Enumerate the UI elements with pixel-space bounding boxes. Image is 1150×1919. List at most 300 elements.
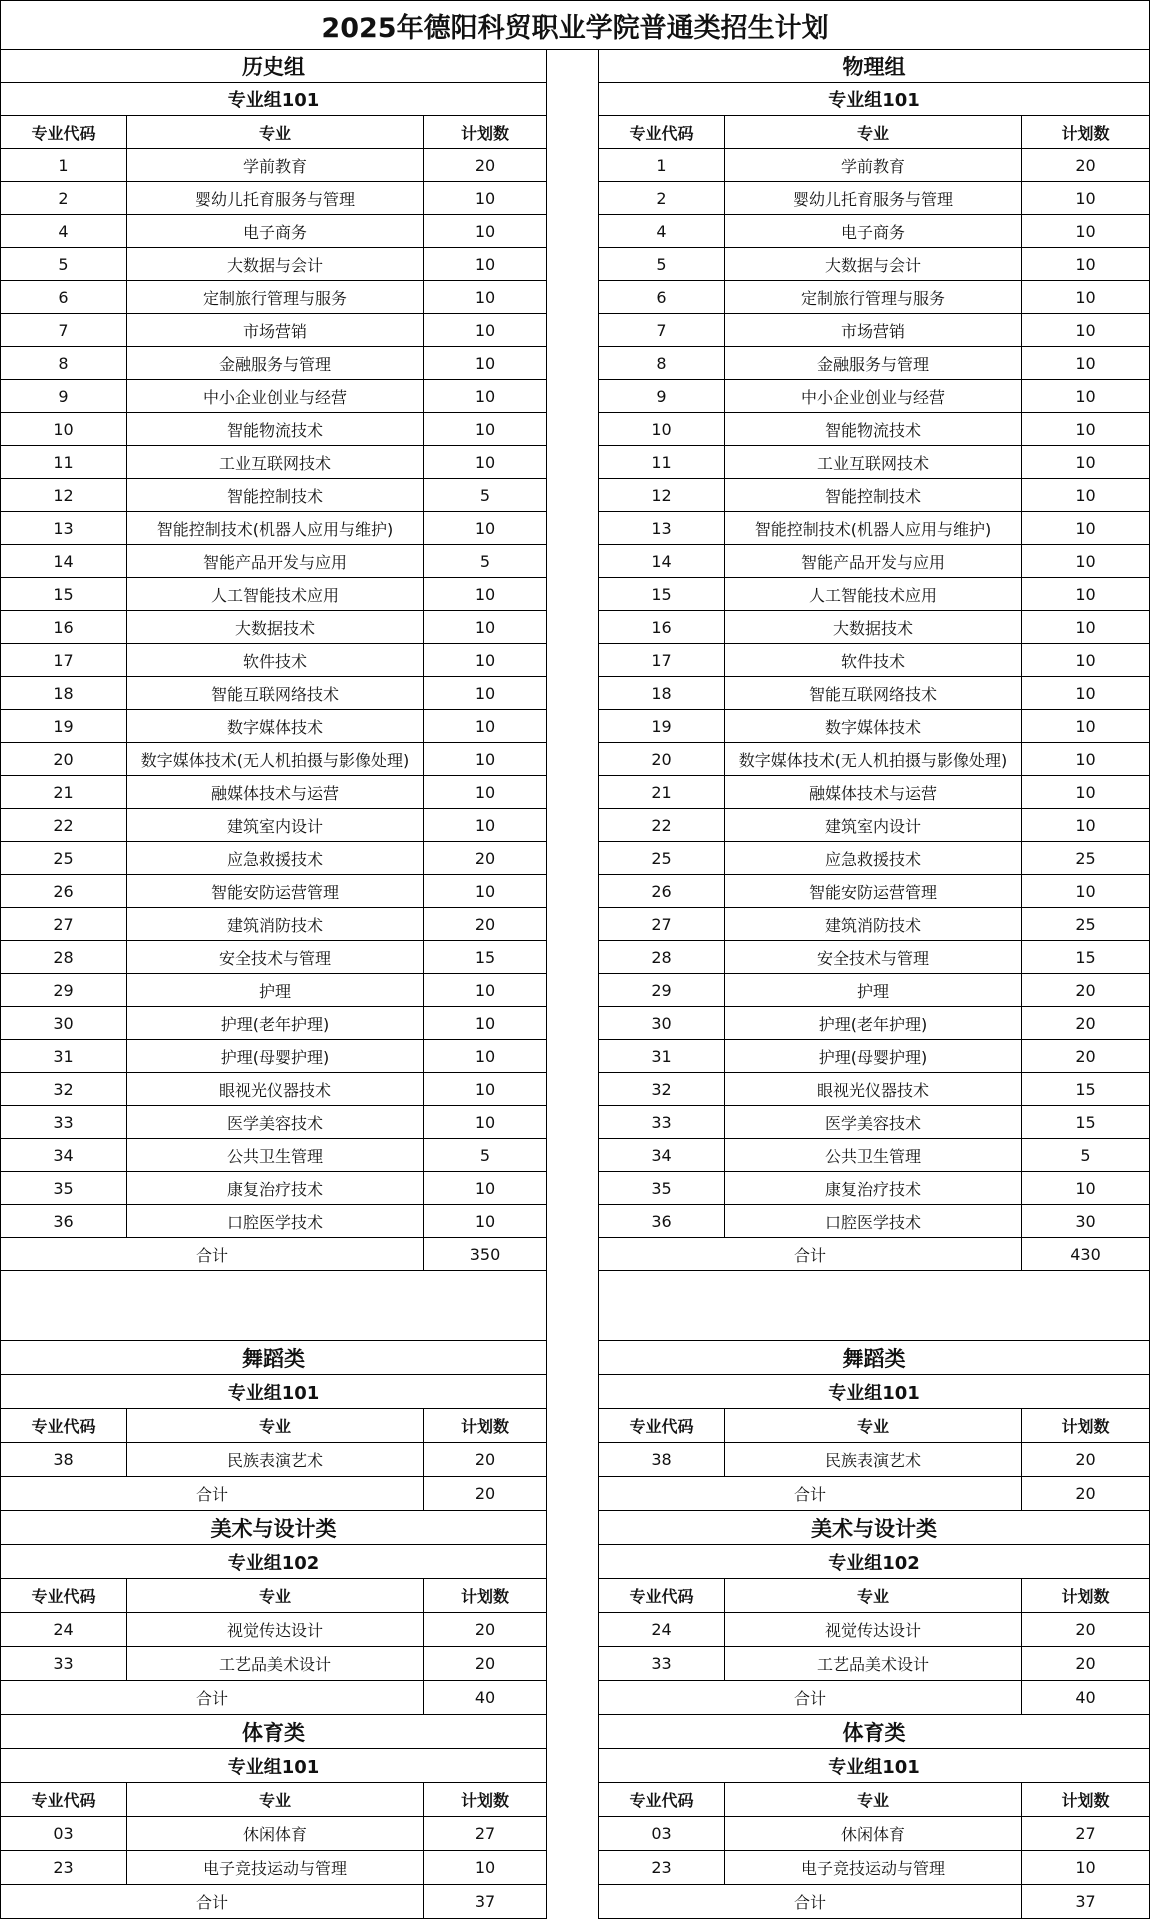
major-name: 婴幼儿托育服务与管理 (126, 182, 423, 214)
major-name: 大数据与会计 (724, 248, 1021, 280)
total-row (0, 1681, 547, 1715)
header-plan: 计划数 (423, 116, 546, 148)
table-row (598, 809, 1150, 842)
total-value: 40 (1021, 1681, 1149, 1714)
plan-count: 20 (423, 1443, 546, 1476)
major-name: 智能互联网络技术 (724, 677, 1021, 709)
section-title: 物理组 (842, 55, 906, 79)
major-name: 护理(母婴护理) (724, 1040, 1021, 1072)
major-name: 数字媒体技术 (724, 710, 1021, 742)
table-row (598, 1040, 1150, 1073)
total-label: 合计 (195, 1689, 228, 1708)
table-row (598, 1613, 1150, 1647)
table-row (0, 1007, 547, 1040)
plan-count: 10 (1021, 1851, 1149, 1884)
header-code: 专业代码 (629, 1791, 694, 1810)
major-code: 27 (53, 914, 74, 934)
table-row (0, 545, 547, 578)
header-plan: 计划数 (423, 1409, 546, 1442)
section-title-row (598, 1715, 1150, 1749)
table-header-row (0, 1409, 547, 1443)
total-label: 合计 (793, 1485, 826, 1504)
total-value: 37 (1021, 1885, 1149, 1918)
group-title: 专业组101 (227, 90, 320, 111)
total-label: 合计 (793, 1689, 826, 1708)
total-value: 37 (423, 1885, 546, 1918)
table-row (598, 1817, 1150, 1851)
table-row (598, 347, 1150, 380)
table-row (0, 1139, 547, 1172)
plan-count: 10 (1021, 1172, 1149, 1204)
major-name: 安全技术与管理 (724, 941, 1021, 973)
group-title-row (0, 1375, 547, 1409)
plan-count: 10 (423, 248, 546, 280)
major-code: 13 (651, 518, 672, 538)
major-code: 33 (651, 1654, 672, 1673)
major-code: 11 (53, 452, 74, 472)
plan-count: 10 (423, 314, 546, 346)
major-code: 23 (53, 1858, 74, 1877)
section-title: 美术与设计类 (210, 1516, 337, 1541)
plan-count: 10 (1021, 479, 1149, 511)
major-name: 建筑消防技术 (724, 908, 1021, 940)
major-code: 36 (53, 1211, 74, 1231)
major-name: 智能产品开发与应用 (126, 545, 423, 577)
physics-column (598, 50, 1150, 1919)
major-name: 眼视光仪器技术 (126, 1073, 423, 1105)
major-code: 4 (656, 221, 667, 241)
major-code: 33 (651, 1112, 672, 1132)
major-code: 34 (53, 1145, 74, 1165)
plan-count: 10 (1021, 446, 1149, 478)
table-row (598, 776, 1150, 809)
major-name: 电子商务 (126, 215, 423, 247)
major-name: 大数据与会计 (126, 248, 423, 280)
major-name: 数字媒体技术 (126, 710, 423, 742)
plan-count: 10 (423, 1040, 546, 1072)
plan-count: 10 (423, 644, 546, 676)
major-code: 7 (58, 320, 69, 340)
table-row (0, 347, 547, 380)
table-row (0, 677, 547, 710)
total-row (598, 1885, 1150, 1919)
major-code: 32 (651, 1079, 672, 1099)
major-name: 护理 (126, 974, 423, 1006)
plan-count: 10 (423, 809, 546, 841)
major-name: 市场营销 (724, 314, 1021, 346)
plan-count: 20 (1021, 1007, 1149, 1039)
table-row (598, 908, 1150, 941)
group-title: 专业组101 (828, 90, 920, 111)
major-code: 1 (58, 155, 69, 175)
major-code: 24 (53, 1620, 74, 1639)
total-row (0, 1238, 547, 1271)
major-code: 25 (53, 848, 74, 868)
major-code: 34 (651, 1145, 672, 1165)
total-value: 430 (1021, 1238, 1149, 1270)
table-row (0, 578, 547, 611)
major-name: 护理(老年护理) (724, 1007, 1021, 1039)
plan-count: 20 (1021, 149, 1149, 181)
major-name: 智能物流技术 (724, 413, 1021, 445)
header-code: 专业代码 (31, 1417, 96, 1436)
major-code: 21 (651, 782, 672, 802)
major-name: 建筑室内设计 (126, 809, 423, 841)
blank-spacer (0, 1271, 547, 1341)
table-row (0, 1040, 547, 1073)
major-name: 人工智能技术应用 (724, 578, 1021, 610)
table-row (0, 380, 547, 413)
major-name: 休闲体育 (126, 1817, 423, 1850)
major-name: 工艺品美术设计 (126, 1647, 423, 1680)
table-row (0, 1205, 547, 1238)
major-code: 15 (651, 584, 672, 604)
table-row (0, 644, 547, 677)
total-value: 40 (423, 1681, 546, 1714)
major-name: 建筑室内设计 (724, 809, 1021, 841)
major-name: 市场营销 (126, 314, 423, 346)
section-title: 舞蹈类 (242, 1346, 305, 1371)
total-row (598, 1238, 1150, 1271)
header-major: 专业 (724, 1579, 1021, 1612)
total-label: 合计 (793, 1245, 826, 1265)
plan-count: 10 (423, 743, 546, 775)
header-plan: 计划数 (1021, 1783, 1149, 1816)
major-name: 视觉传达设计 (724, 1613, 1021, 1646)
table-row (0, 512, 547, 545)
major-code: 13 (53, 518, 74, 538)
section-title-row (0, 1341, 547, 1375)
major-code: 15 (53, 584, 74, 604)
group-title: 专业组101 (828, 1756, 920, 1778)
major-name: 民族表演艺术 (724, 1443, 1021, 1476)
table-row (598, 710, 1150, 743)
header-code: 专业代码 (31, 1791, 96, 1810)
header-major: 专业 (126, 1579, 423, 1612)
major-code: 23 (651, 1858, 672, 1877)
table-row (0, 149, 547, 182)
table-row (598, 1073, 1150, 1106)
table-row (598, 1205, 1150, 1238)
plan-count: 10 (1021, 314, 1149, 346)
major-name: 软件技术 (126, 644, 423, 676)
plan-count: 10 (1021, 545, 1149, 577)
major-code: 29 (651, 980, 672, 1000)
table-row (598, 479, 1150, 512)
table-row (598, 1443, 1150, 1477)
header-major: 专业 (724, 1409, 1021, 1442)
section-title: 体育类 (242, 1720, 305, 1745)
plan-count: 10 (1021, 281, 1149, 313)
table-row (0, 908, 547, 941)
major-name: 口腔医学技术 (724, 1205, 1021, 1237)
group-title: 专业组101 (227, 1756, 320, 1778)
blank-spacer (598, 1271, 1150, 1341)
major-name: 智能产品开发与应用 (724, 545, 1021, 577)
table-row (598, 545, 1150, 578)
plan-count: 10 (1021, 413, 1149, 445)
major-code: 27 (651, 914, 672, 934)
major-name: 电子竞技运动与管理 (724, 1851, 1021, 1884)
plan-count: 20 (423, 149, 546, 181)
major-code: 10 (53, 419, 74, 439)
major-name: 软件技术 (724, 644, 1021, 676)
major-name: 定制旅行管理与服务 (724, 281, 1021, 313)
header-major: 专业 (126, 116, 423, 148)
header-plan: 计划数 (1021, 116, 1149, 148)
major-code: 7 (656, 320, 667, 340)
plan-count: 10 (423, 1205, 546, 1237)
major-name: 智能控制技术(机器人应用与维护) (126, 512, 423, 544)
major-code: 32 (53, 1079, 74, 1099)
major-code: 33 (53, 1654, 74, 1673)
plan-count: 15 (1021, 1073, 1149, 1105)
table-row (0, 281, 547, 314)
plan-count: 10 (1021, 809, 1149, 841)
table-row (0, 413, 547, 446)
table-row (0, 941, 547, 974)
plan-count: 10 (423, 578, 546, 610)
major-name: 金融服务与管理 (724, 347, 1021, 379)
major-name: 护理(老年护理) (126, 1007, 423, 1039)
major-code: 28 (53, 947, 74, 967)
major-name: 康复治疗技术 (724, 1172, 1021, 1204)
section-title: 舞蹈类 (842, 1346, 906, 1371)
major-name: 建筑消防技术 (126, 908, 423, 940)
section-title: 美术与设计类 (811, 1516, 937, 1541)
plan-count: 10 (423, 413, 546, 445)
major-name: 智能控制技术 (724, 479, 1021, 511)
table-row (598, 1139, 1150, 1172)
major-code: 16 (53, 617, 74, 637)
major-name: 智能安防运营管理 (126, 875, 423, 907)
major-name: 工业互联网技术 (724, 446, 1021, 478)
section-title-row (0, 50, 547, 83)
major-code: 30 (53, 1013, 74, 1033)
major-name: 护理 (724, 974, 1021, 1006)
major-name: 大数据技术 (126, 611, 423, 643)
table-header-row (0, 116, 547, 149)
group-title-row (598, 83, 1150, 116)
group-title-row (0, 83, 547, 116)
header-code: 专业代码 (629, 1417, 694, 1436)
header-plan: 计划数 (1021, 1409, 1149, 1442)
plan-count: 10 (423, 182, 546, 214)
table-header-row (598, 1783, 1150, 1817)
table-row (0, 446, 547, 479)
table-row (598, 1851, 1150, 1885)
table-row (0, 1817, 547, 1851)
table-row (598, 578, 1150, 611)
major-code: 38 (651, 1450, 672, 1469)
table-row (598, 1647, 1150, 1681)
major-name: 学前教育 (724, 149, 1021, 181)
plan-count: 10 (423, 1851, 546, 1884)
major-code: 03 (651, 1824, 672, 1843)
total-label: 合计 (195, 1893, 228, 1912)
major-code: 10 (651, 419, 672, 439)
table-row (0, 776, 547, 809)
major-code: 6 (58, 287, 69, 307)
total-label: 合计 (793, 1893, 826, 1912)
plan-count: 10 (1021, 347, 1149, 379)
major-name: 工艺品美术设计 (724, 1647, 1021, 1680)
header-code: 专业代码 (31, 123, 96, 143)
section-title-row (0, 1511, 547, 1545)
total-label: 合计 (195, 1485, 228, 1504)
total-value: 20 (1021, 1477, 1149, 1510)
table-row (0, 1073, 547, 1106)
total-row (598, 1681, 1150, 1715)
table-row (598, 1172, 1150, 1205)
major-code: 36 (651, 1211, 672, 1231)
major-code: 19 (53, 716, 74, 736)
table-row (0, 1106, 547, 1139)
group-title: 专业组101 (227, 1382, 320, 1404)
major-name: 医学美容技术 (126, 1106, 423, 1138)
group-title: 专业组101 (828, 1382, 920, 1404)
header-plan: 计划数 (423, 1579, 546, 1612)
table-header-row (598, 116, 1150, 149)
major-code: 5 (58, 254, 69, 274)
table-row (0, 710, 547, 743)
total-row (598, 1477, 1150, 1511)
table-header-row (598, 1579, 1150, 1613)
major-code: 33 (53, 1112, 74, 1132)
major-name: 中小企业创业与经营 (724, 380, 1021, 412)
major-name: 融媒体技术与运营 (126, 776, 423, 808)
major-code: 20 (53, 749, 74, 769)
major-name: 大数据技术 (724, 611, 1021, 643)
major-code: 2 (656, 188, 667, 208)
group-title-row (0, 1545, 547, 1579)
major-name: 定制旅行管理与服务 (126, 281, 423, 313)
table-row (0, 314, 547, 347)
major-code: 6 (656, 287, 667, 307)
plan-count: 20 (1021, 1647, 1149, 1680)
table-row (598, 512, 1150, 545)
plan-count: 25 (1021, 842, 1149, 874)
plan-count: 10 (423, 710, 546, 742)
major-code: 12 (651, 485, 672, 505)
section-title-row (598, 1341, 1150, 1375)
table-row (0, 1647, 547, 1681)
page-title: 2025年德阳科贸职业学院普通类招生计划 (0, 0, 1150, 50)
plan-count: 10 (1021, 182, 1149, 214)
major-name: 数字媒体技术(无人机拍摄与影像处理) (724, 743, 1021, 775)
header-plan: 计划数 (1021, 1579, 1149, 1612)
table-row (598, 281, 1150, 314)
major-code: 2 (58, 188, 69, 208)
major-name: 安全技术与管理 (126, 941, 423, 973)
table-row (598, 941, 1150, 974)
table-row (0, 479, 547, 512)
header-major: 专业 (724, 116, 1021, 148)
table-header-row (0, 1579, 547, 1613)
plan-count: 5 (423, 479, 546, 511)
plan-count: 10 (423, 446, 546, 478)
major-code: 25 (651, 848, 672, 868)
major-code: 21 (53, 782, 74, 802)
total-row (0, 1477, 547, 1511)
major-code: 03 (53, 1824, 74, 1843)
major-name: 医学美容技术 (724, 1106, 1021, 1138)
major-name: 休闲体育 (724, 1817, 1021, 1850)
major-name: 中小企业创业与经营 (126, 380, 423, 412)
section-title-row (598, 50, 1150, 83)
major-name: 数字媒体技术(无人机拍摄与影像处理) (126, 743, 423, 775)
header-code: 专业代码 (31, 1587, 96, 1606)
major-name: 护理(母婴护理) (126, 1040, 423, 1072)
group-title-row (598, 1749, 1150, 1783)
major-name: 视觉传达设计 (126, 1613, 423, 1646)
major-code: 19 (651, 716, 672, 736)
major-code: 1 (656, 155, 667, 175)
plan-count: 5 (423, 545, 546, 577)
major-code: 4 (58, 221, 69, 241)
major-code: 22 (651, 815, 672, 835)
plan-count: 10 (1021, 215, 1149, 247)
plan-count: 10 (423, 1007, 546, 1039)
major-code: 28 (651, 947, 672, 967)
plan-count: 20 (423, 1647, 546, 1680)
plan-count: 15 (1021, 1106, 1149, 1138)
total-row (0, 1885, 547, 1919)
plan-count: 10 (1021, 578, 1149, 610)
plan-count: 10 (423, 677, 546, 709)
table-row (598, 1106, 1150, 1139)
section-title: 体育类 (842, 1720, 906, 1745)
major-code: 38 (53, 1450, 74, 1469)
major-code: 11 (651, 452, 672, 472)
major-code: 17 (651, 650, 672, 670)
plan-count: 10 (423, 875, 546, 907)
table-row (598, 875, 1150, 908)
plan-count: 27 (423, 1817, 546, 1850)
major-code: 9 (58, 386, 69, 406)
plan-count: 10 (1021, 677, 1149, 709)
major-code: 35 (651, 1178, 672, 1198)
major-name: 工业互联网技术 (126, 446, 423, 478)
table-row (0, 182, 547, 215)
plan-count: 10 (423, 1172, 546, 1204)
plan-count: 10 (423, 512, 546, 544)
table-row (0, 1613, 547, 1647)
major-name: 智能控制技术 (126, 479, 423, 511)
major-name: 婴幼儿托育服务与管理 (724, 182, 1021, 214)
major-code: 29 (53, 980, 74, 1000)
major-code: 9 (656, 386, 667, 406)
plan-count: 15 (1021, 941, 1149, 973)
plan-count: 20 (423, 1613, 546, 1646)
table-row (0, 611, 547, 644)
major-code: 31 (53, 1046, 74, 1066)
group-title-row (0, 1749, 547, 1783)
major-name: 学前教育 (126, 149, 423, 181)
major-name: 金融服务与管理 (126, 347, 423, 379)
major-code: 24 (651, 1620, 672, 1639)
section-title-row (598, 1511, 1150, 1545)
plan-count: 20 (423, 908, 546, 940)
total-value: 350 (423, 1238, 546, 1270)
table-header-row (0, 1783, 547, 1817)
table-row (0, 809, 547, 842)
plan-count: 10 (1021, 776, 1149, 808)
plan-count: 30 (1021, 1205, 1149, 1237)
plan-count: 10 (1021, 380, 1149, 412)
table-row (598, 149, 1150, 182)
plan-count: 10 (423, 1106, 546, 1138)
